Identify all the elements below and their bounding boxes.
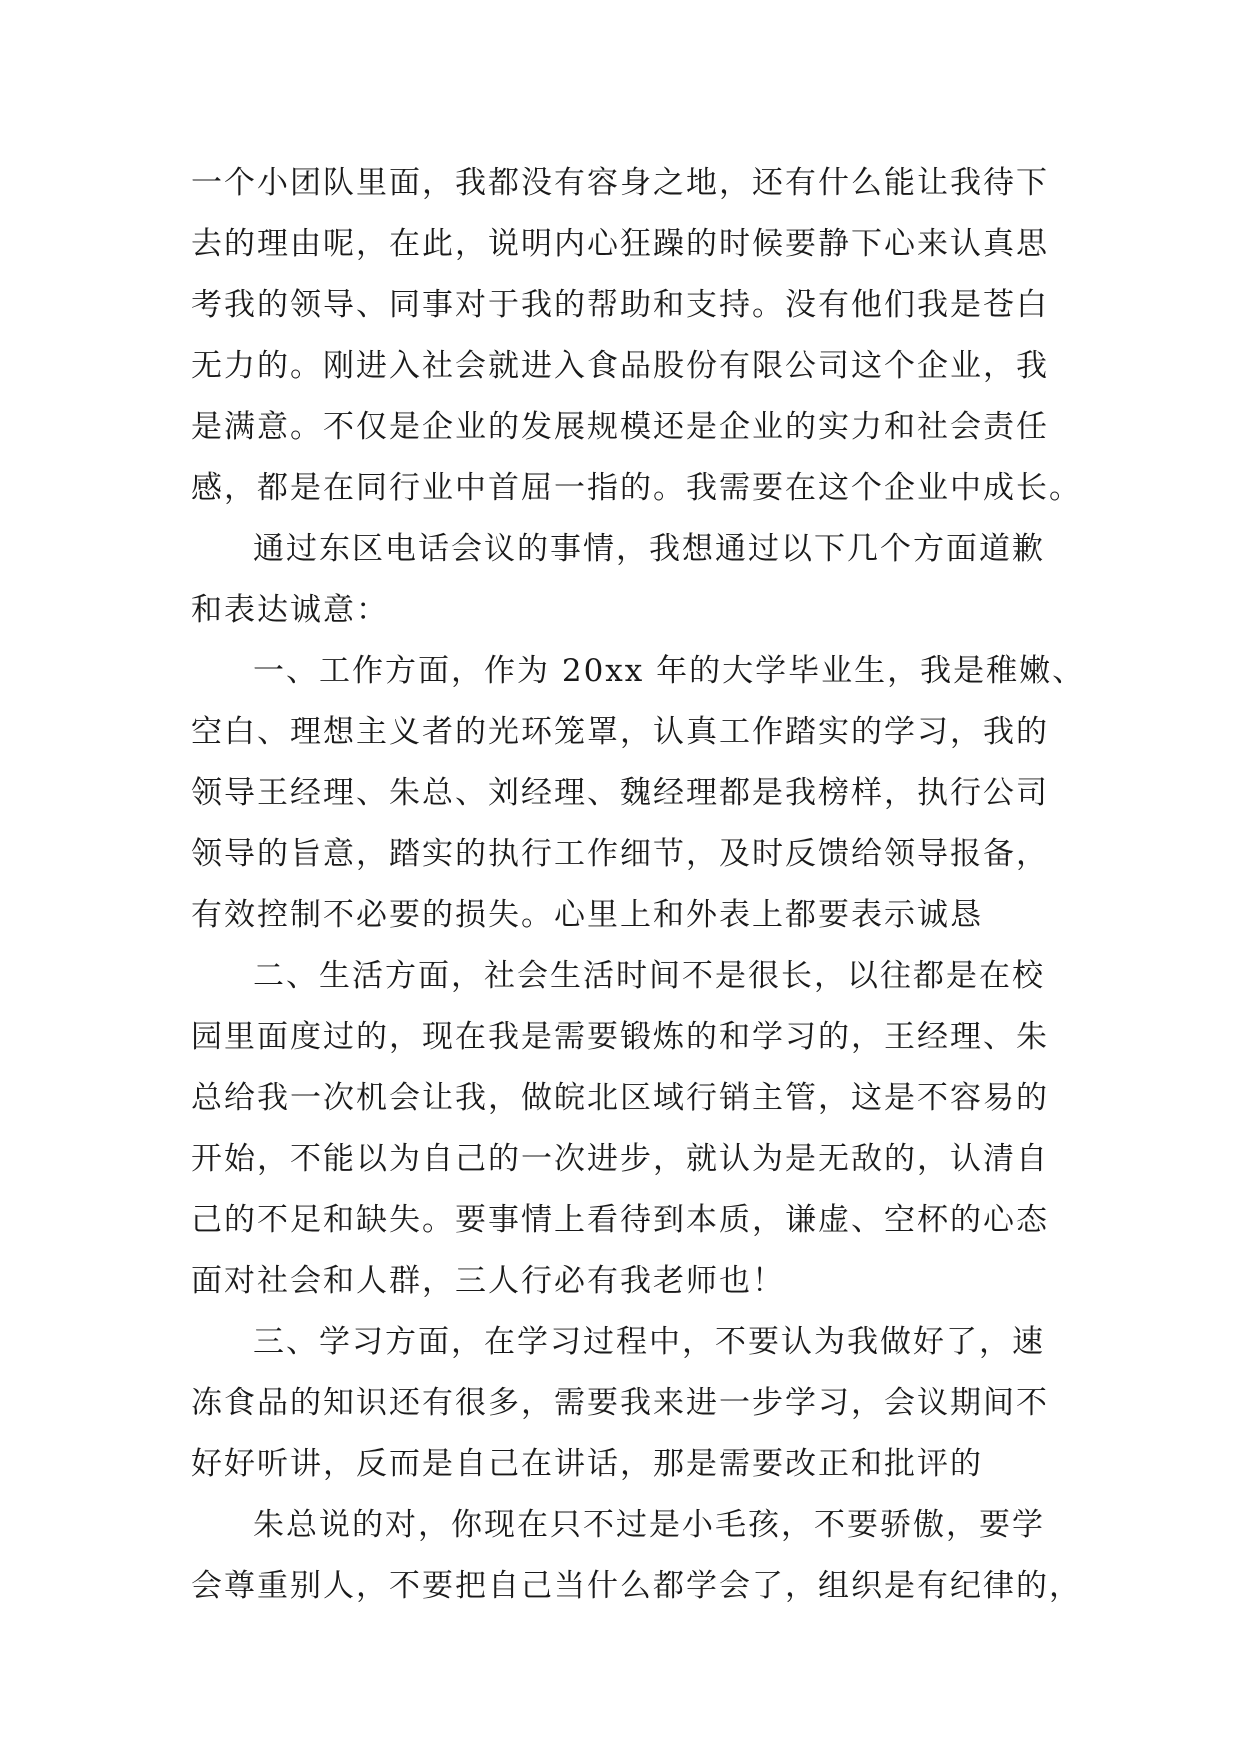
text-line: 己的不足和缺失。要事情上看待到本质，谦虚、空杯的心态: [191, 1202, 1049, 1238]
document-body: [191, 153, 1086, 1617]
paragraph-start-line: 三、学习方面，在学习过程中，不要认为我做好了，速: [253, 1324, 1045, 1360]
text-line: 总给我一次机会让我，做皖北区域行销主管，这是不容易的: [191, 1080, 1049, 1116]
text-line: 会尊重别人，不要把自己当什么都学会了，组织是有纪律的，: [191, 1568, 1082, 1604]
text-line: 去的理由呢，在此，说明内心狂躁的时候要静下心来认真思: [191, 226, 1049, 262]
text-line: 空白、理想主义者的光环笼罩，认真工作踏实的学习，我的: [191, 714, 1049, 750]
text-line: 和表达诚意：: [191, 592, 389, 628]
paragraph-start-line: 一、工作方面，作为 20xx 年的大学毕业生，我是稚嫩、: [253, 653, 1086, 689]
text-line: 领导的旨意，踏实的执行工作细节，及时反馈给领导报备，: [191, 836, 1049, 872]
paragraph-start-line: 通过东区电话会议的事情，我想通过以下几个方面道歉: [253, 531, 1045, 567]
text-line: 园里面度过的，现在我是需要锻炼的和学习的，王经理、朱: [191, 1019, 1049, 1055]
text-line: 是满意。不仅是企业的发展规模还是企业的实力和社会责任: [191, 409, 1049, 445]
paragraph-start-line: 二、生活方面，社会生活时间不是很长，以往都是在校: [253, 958, 1045, 994]
text-line: 感，都是在同行业中首屈一指的。我需要在这个企业中成长。: [191, 470, 1082, 506]
text-line: 有效控制不必要的损失。心里上和外表上都要表示诚恳: [191, 897, 983, 933]
text-line: 开始，不能以为自己的一次进步，就认为是无敌的，认清自: [191, 1141, 1049, 1177]
text-line: 好好听讲，反而是自己在讲话，那是需要改正和批评的: [191, 1446, 983, 1482]
text-line: 面对社会和人群，三人行必有我老师也！: [191, 1263, 785, 1299]
text-line: 冻食品的知识还有很多，需要我来进一步学习，会议期间不: [191, 1385, 1049, 1421]
paragraph-start-line: 朱总说的对，你现在只不过是小毛孩，不要骄傲，要学: [253, 1507, 1045, 1543]
text-line: 无力的。刚进入社会就进入食品股份有限公司这个企业，我: [191, 348, 1049, 384]
text-line: 一个小团队里面，我都没有容身之地，还有什么能让我待下: [191, 165, 1049, 201]
text-line: 考我的领导、同事对于我的帮助和支持。没有他们我是苍白: [191, 287, 1049, 323]
text-line: 领导王经理、朱总、刘经理、魏经理都是我榜样，执行公司: [191, 775, 1049, 811]
